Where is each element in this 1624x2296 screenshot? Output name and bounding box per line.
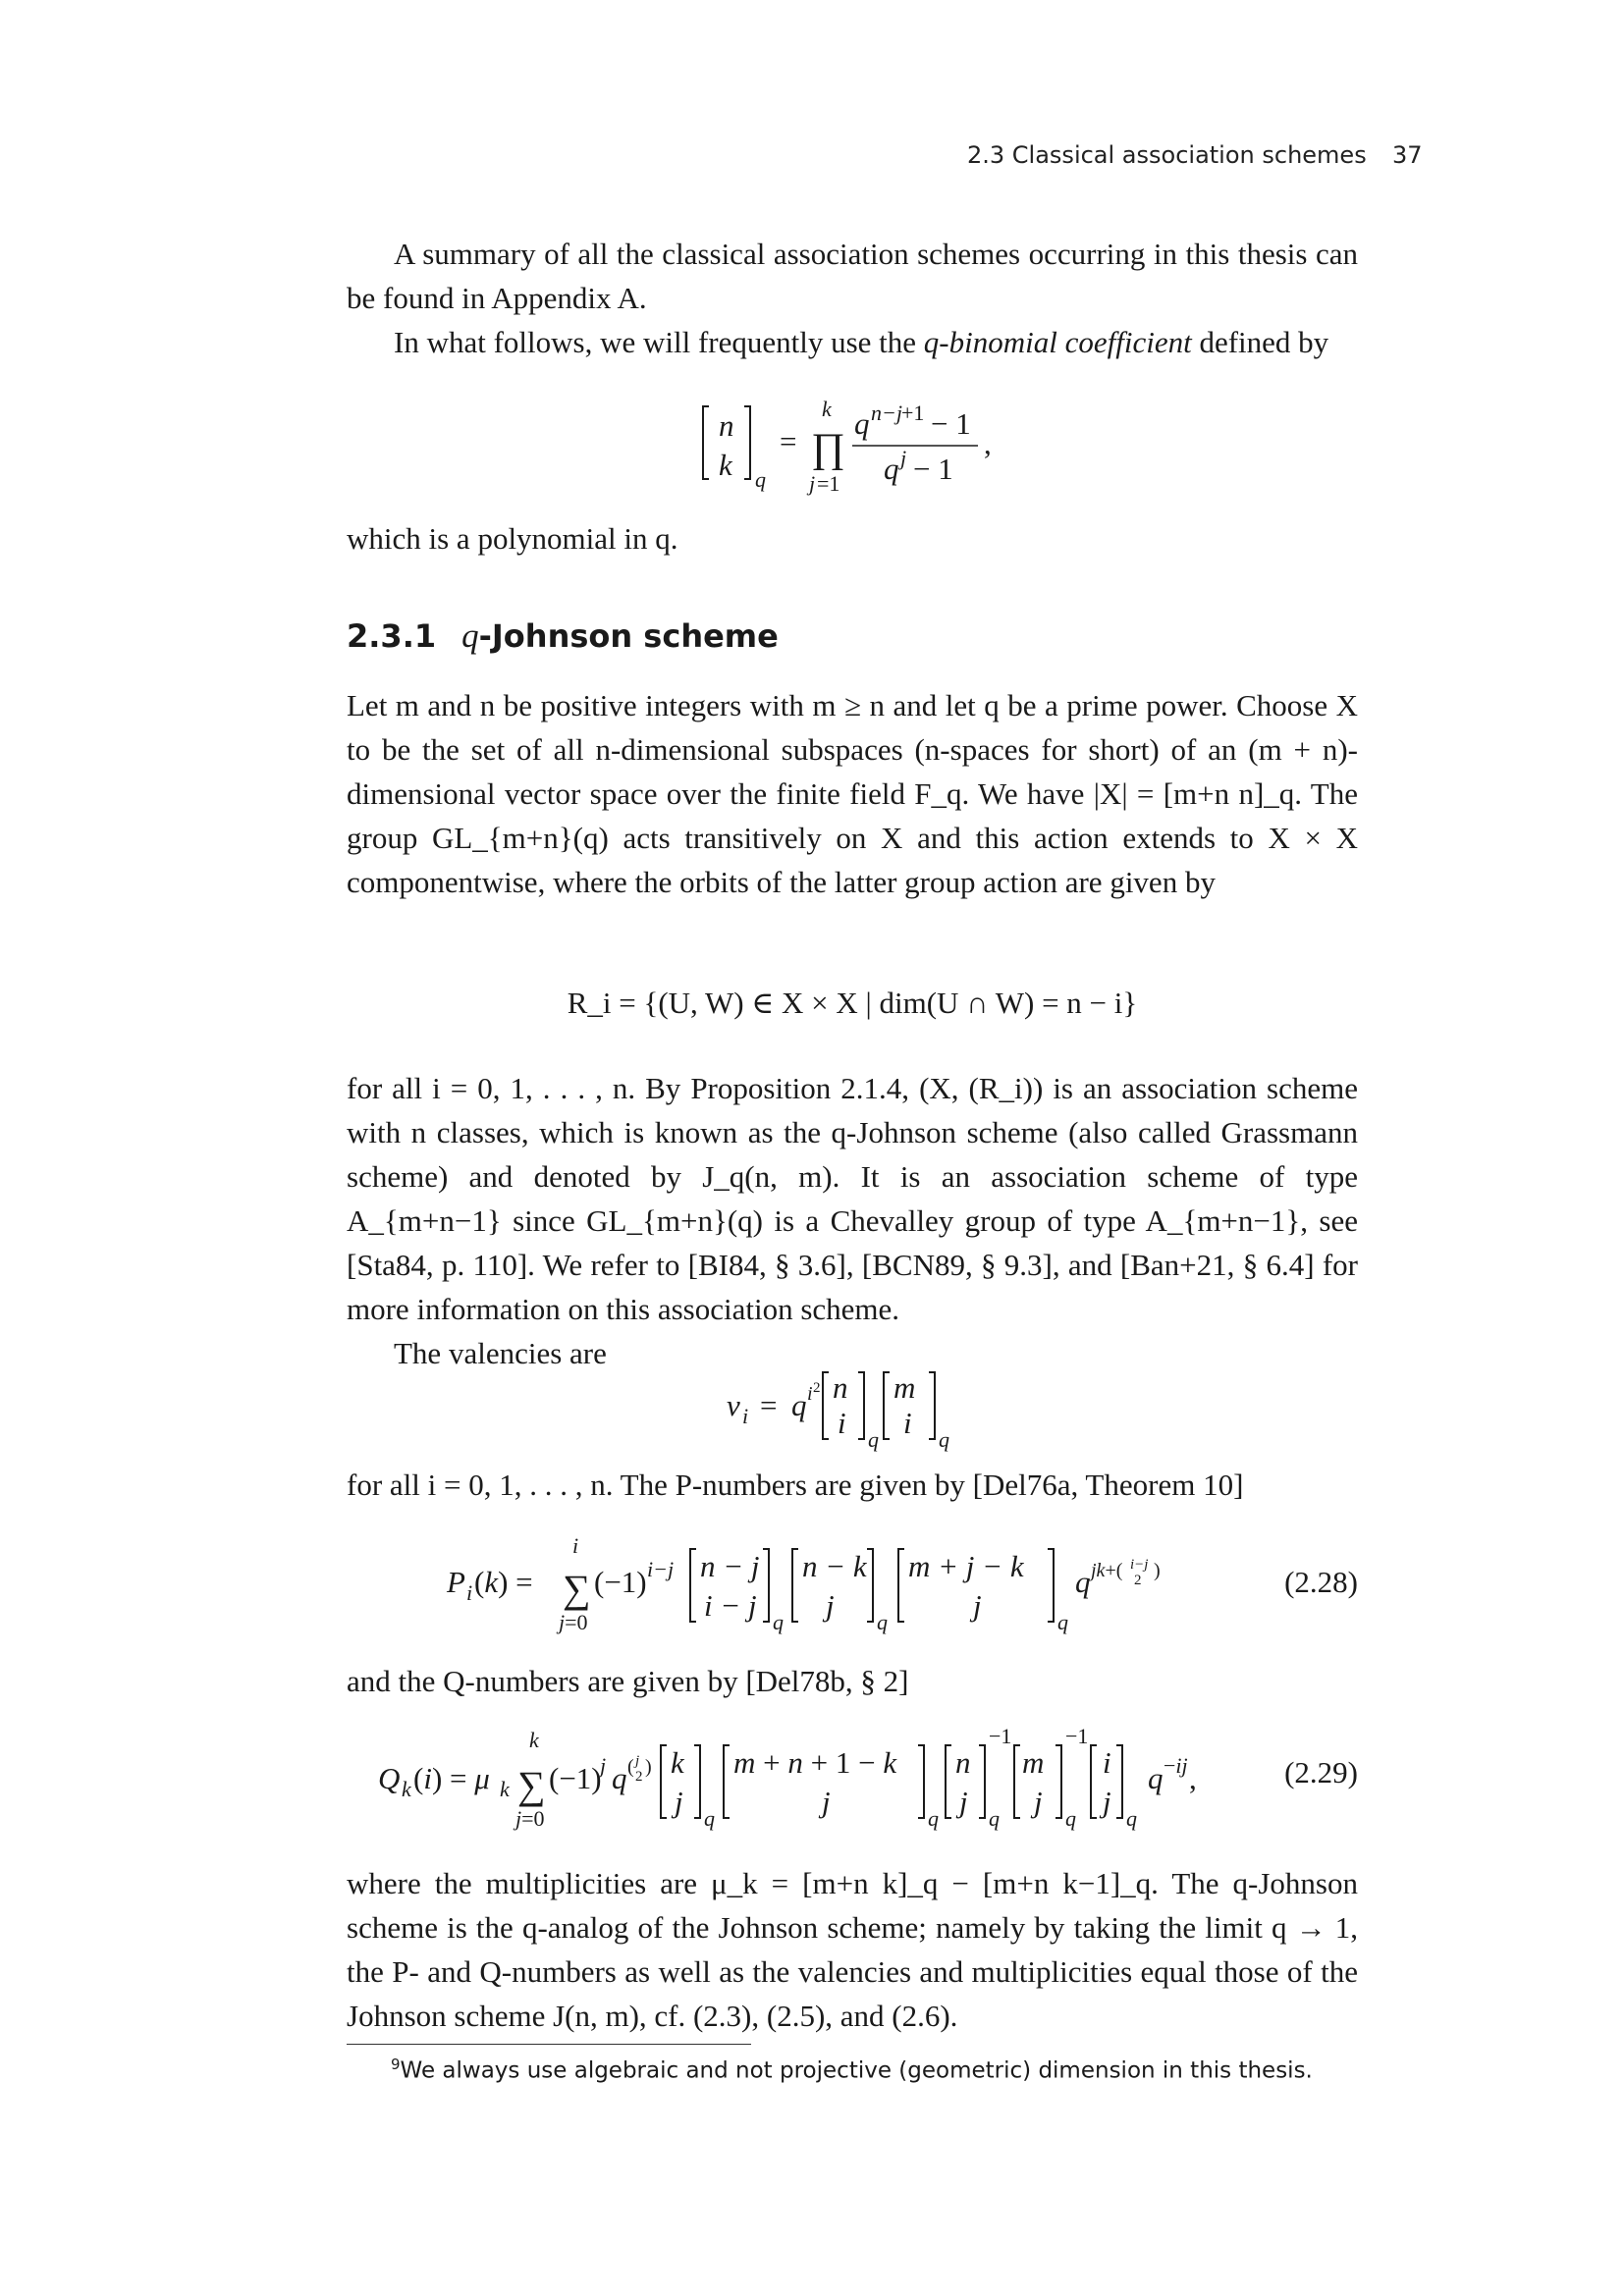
equation-number-2-29: (2.29) (1284, 1755, 1358, 1789)
svg-text:q: q (877, 1610, 888, 1634)
svg-text:n: n (719, 408, 734, 443)
svg-text:−1: −1 (989, 1724, 1012, 1748)
section-q: q (461, 616, 479, 655)
paragraph-intro: In what follows, we will frequently use the q-binomial coefficient defined by (394, 325, 1329, 359)
svg-text:i−j: i−j (1130, 1557, 1149, 1573)
svg-text:q: q (612, 1761, 627, 1795)
svg-text:jk+(: jk+( (1091, 1560, 1123, 1581)
equation-q-numbers (378, 1720, 1262, 1845)
paragraph-valencies: The valencies are (394, 1336, 607, 1370)
svg-text:i: i (838, 1406, 846, 1440)
svg-text:− 1: − 1 (931, 406, 971, 441)
svg-text:q: q (1148, 1761, 1164, 1795)
svg-text:n: n (833, 1370, 848, 1405)
svg-text:n − j: n − j (700, 1549, 760, 1583)
svg-text:k: k (719, 448, 732, 482)
svg-text:j=0: j=0 (559, 1610, 588, 1634)
svg-text:(−1): (−1) (549, 1761, 602, 1795)
equation-relations: R_i = {(U, W) ∈ X × X | dim(U ∩ W) = n − i} (567, 986, 1138, 1020)
svg-text:2: 2 (1134, 1573, 1142, 1588)
svg-text:,: , (984, 426, 992, 460)
svg-text:i: i (903, 1406, 912, 1440)
svg-text:q: q (939, 1427, 949, 1452)
running-header-section: 2.3 Classical association schemes (967, 141, 1367, 169)
svg-text:j: j (675, 1785, 683, 1819)
paragraph-scheme: for all i = 0, 1, . . . , n. By Proposition 2.1.4, (X, (R_i)) is an association scheme with n classes, which is known as the q-Johnson scheme (also called Grassmann scheme) and denoted by J_q(n, m). It is an association scheme of type A_{m+n−1} since GL_{m+n}(q) is a Chevalley group of type A_{m+n−1}, see [Sta84, p. 110]. We refer to [BI84, § 3.6], [BCN89, § 9.3], and [Ban+21, § 6.4] for more information on this association scheme. (347, 1071, 1358, 1326)
equation-q-binomial (699, 389, 1013, 514)
svg-text:k: k (500, 1777, 510, 1801)
footnote-rule (347, 2044, 751, 2045)
svg-text:j: j (822, 1785, 831, 1819)
svg-text:): ) (1154, 1560, 1161, 1581)
svg-text:q: q (928, 1806, 939, 1831)
svg-text:j: j (600, 1753, 607, 1778)
svg-text:∑: ∑ (517, 1763, 546, 1807)
svg-text:v: v (727, 1388, 740, 1422)
footnote (391, 2056, 1313, 2084)
svg-text:−ij: −ij (1164, 1753, 1188, 1778)
svg-text:j: j (973, 1588, 982, 1623)
svg-text:+1: +1 (901, 400, 925, 425)
svg-text:m: m (893, 1370, 916, 1405)
svg-text:): ) (645, 1756, 652, 1778)
svg-text:n: n (955, 1745, 971, 1780)
svg-text:(k) =: (k) = (474, 1565, 533, 1599)
page-number: 37 (1392, 141, 1423, 169)
definition-text: Let m and n be positive integers with m ≥ n and let q be a prime power. Choose X to be the set of all n-dimensional subspaces (n-spaces for short) of an (m + n)-dimensional vector space over the finite field F_q. We have |X| = [m+n n]_q. The group GL_{m+n}(q) acts transitively on X and this action extends to X × X componentwise, where the orbits of the latter group action are given by (347, 688, 1358, 899)
svg-text:=1: =1 (817, 471, 840, 496)
svg-text:i: i (807, 1383, 813, 1405)
equation-valencies (727, 1364, 982, 1470)
svg-text:(i) = μ: (i) = μ (413, 1761, 490, 1795)
section-heading (347, 616, 779, 656)
svg-text:i: i (572, 1533, 579, 1558)
svg-text:k: k (671, 1745, 684, 1780)
paragraph-definition (347, 683, 1358, 904)
svg-text:q: q (1126, 1806, 1137, 1831)
svg-text:k: k (529, 1728, 539, 1752)
paragraph-p-numbers: for all i = 0, 1, . . . , n. The P-numbers are given by [Del76a, Theorem 10] (347, 1468, 1244, 1502)
paragraph-polynomial: which is a polynomial in q. (347, 521, 678, 556)
footnote-mark: 9 (391, 2056, 401, 2073)
svg-text:2: 2 (813, 1380, 821, 1396)
svg-text:j=0: j=0 (515, 1806, 545, 1831)
svg-text:,: , (1189, 1761, 1197, 1795)
svg-text:q: q (1065, 1806, 1076, 1831)
svg-text:k: k (822, 397, 832, 421)
svg-text:i − j: i − j (704, 1588, 757, 1623)
svg-text:j: j (826, 1588, 835, 1623)
svg-text:i: i (742, 1404, 749, 1428)
paragraph-q-numbers: and the Q-numbers are given by [Del78b, § 2] (347, 1664, 909, 1698)
svg-text:i: i (466, 1580, 473, 1605)
svg-text:∏: ∏ (811, 426, 845, 471)
svg-text:q: q (884, 452, 899, 486)
svg-text:(: ( (627, 1756, 634, 1778)
footnote-text: We always use algebraic and not projective (geometric) dimension in this thesis. (400, 2057, 1313, 2084)
svg-text:q: q (1075, 1565, 1091, 1599)
svg-text:i: i (1103, 1745, 1111, 1780)
svg-text:m: m (1022, 1745, 1045, 1780)
svg-text:q: q (989, 1806, 1000, 1831)
paragraph-summary: A summary of all the classical association schemes occurring in this thesis can be found in Appendix A. (347, 237, 1358, 315)
svg-text:2: 2 (635, 1769, 643, 1785)
svg-text:q: q (773, 1610, 784, 1634)
svg-text:q: q (1057, 1610, 1068, 1634)
svg-text:j: j (900, 446, 907, 470)
svg-text:j: j (1034, 1785, 1043, 1819)
svg-text:q: q (755, 467, 766, 492)
svg-text:k: k (402, 1777, 411, 1801)
paragraph-multiplicities: where the multiplicities are μ_k = [m+n k]_q − [m+n k−1]_q. The q-Johnson scheme is the q-analog of the Johnson scheme; namely by taking the limit q → 1, the P- and Q-numbers as well as the valencies and multiplicities equal those of the Johnson scheme J(n, m), cf. (2.3), (2.5), and (2.6). (347, 1866, 1358, 2033)
svg-text:P: P (447, 1565, 465, 1599)
svg-text:m + j − k: m + j − k (908, 1549, 1024, 1583)
equation-number-2-28: (2.28) (1284, 1565, 1358, 1599)
svg-text:j: j (959, 1785, 968, 1819)
equation-p-numbers (447, 1531, 1193, 1647)
svg-text:∑: ∑ (563, 1567, 591, 1611)
svg-text:=: = (760, 1388, 778, 1422)
svg-text:n − k: n − k (802, 1549, 867, 1583)
svg-text:j: j (1103, 1785, 1111, 1819)
svg-text:q: q (854, 406, 870, 441)
svg-text:Q: Q (378, 1761, 401, 1795)
svg-text:− 1: − 1 (913, 452, 953, 486)
section-title: -Johnson scheme (478, 617, 779, 655)
svg-text:j: j (809, 471, 816, 496)
svg-text:q: q (868, 1427, 879, 1452)
svg-text:n−j: n−j (871, 400, 902, 425)
svg-text:m + n + 1 − k: m + n + 1 − k (733, 1745, 897, 1780)
svg-text:j: j (635, 1753, 640, 1769)
svg-text:q: q (791, 1388, 807, 1422)
svg-text:(−1): (−1) (594, 1565, 647, 1599)
svg-text:q: q (704, 1806, 715, 1831)
svg-text:i−j: i−j (647, 1557, 675, 1581)
svg-text:−1: −1 (1065, 1724, 1089, 1748)
section-number: 2.3.1 (347, 617, 437, 655)
svg-text:=: = (780, 424, 797, 458)
